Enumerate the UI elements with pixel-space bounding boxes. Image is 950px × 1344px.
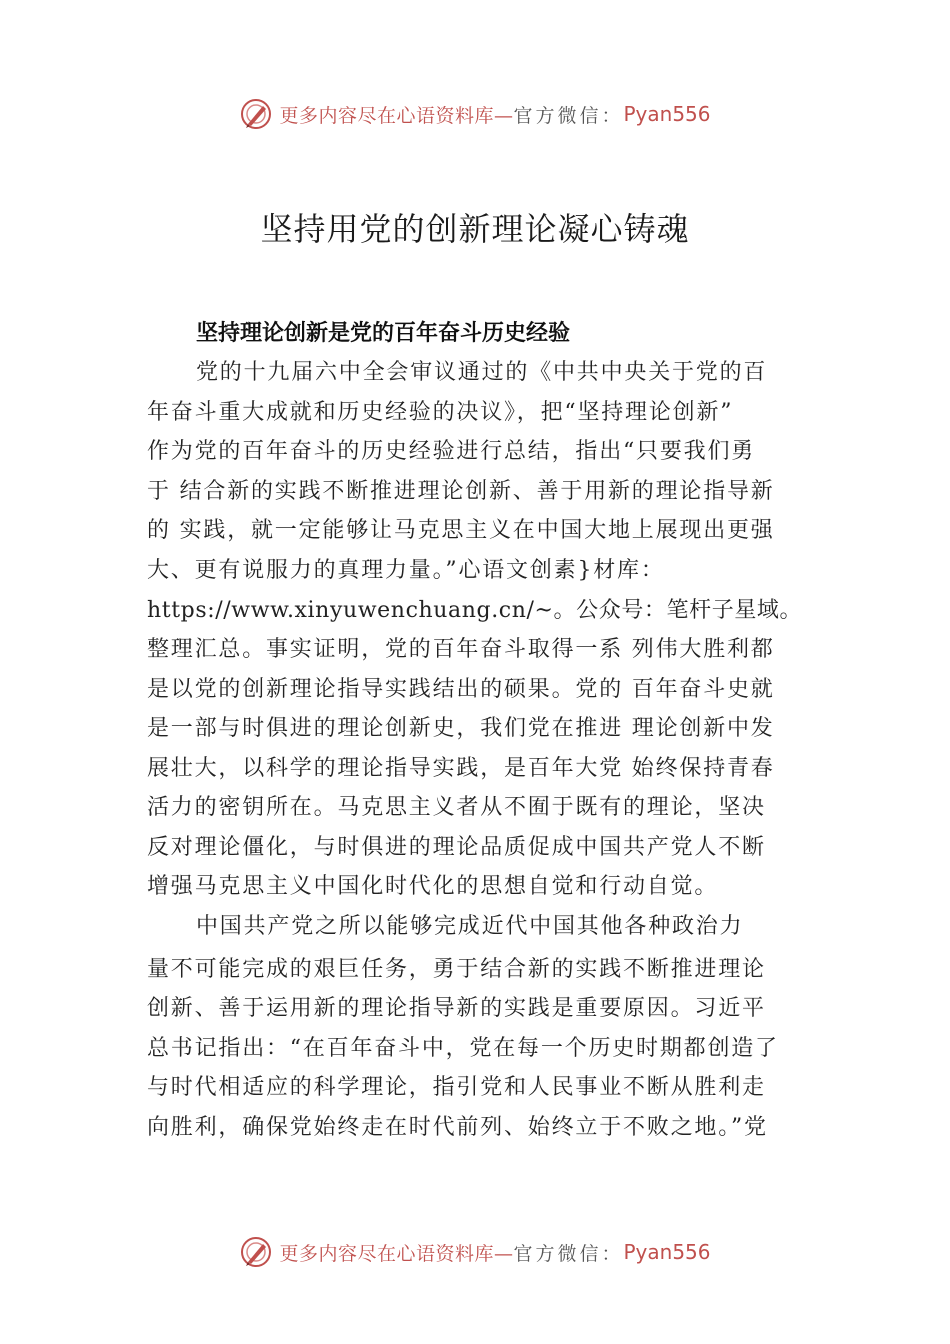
watermark-wechat-label: 官方微信： [513,104,624,127]
body-line: 年奋斗重大成就和历史经验的决议》，把“坚持理论创新” [147,400,734,425]
pen-logo-icon [239,1235,273,1269]
body-line: 量不可能完成的艰巨任务，勇于结合新的实践不断推进理论 [147,957,766,982]
body-line: 展壮大，以科学的理论指导实践，是百年大党 始终保持青春 [147,756,775,781]
body-line: 作为党的百年奋斗的历史经验进行总结，指出“只要我们勇 [147,439,756,464]
watermark-wechat-label: 官方微信： [513,1242,624,1265]
body-line: 整理汇总。事实证明，党的百年奋斗取得一系 列伟大胜利都 [147,637,775,662]
body-line: 大、更有说服力的真理力量。”心语文创素}材库： [147,558,665,583]
document-title: 坚持用党的创新理论凝心铸魂 [260,210,690,248]
watermark-banner-bottom [0,1232,950,1272]
body-line: 中国共产党之所以能够完成近代中国其他各种政治力 [196,914,744,939]
body-line: 与时代相适应的科学理论，指引党和人民事业不断从胜利走 [147,1075,766,1100]
watermark-wechat-id: Pyan556 [623,102,711,126]
section-heading: 坚持理论创新是党的百年奋斗历史经验 [196,321,571,346]
watermark-banner-top [0,94,950,134]
body-line: 向胜利，确保党始终走在时代前列、始终立于不败之地。”党 [147,1115,768,1140]
body-line: 的 实践，就一定能够让马克思主义在中国大地上展现出更强 [147,518,775,543]
body-line: 是以党的创新理论指导实践结出的硕果。党的 百年奋斗史就 [147,677,775,702]
body-line: 总书记指出：“在百年奋斗中，党在每一个历史时期都创造了 [147,1036,779,1061]
watermark-wechat-id: Pyan556 [623,1240,711,1264]
body-line-url: https://www.xinyuwenchuang.cn/~。公众号：笔杆子星域。 [147,598,803,623]
body-line: 创新、善于运用新的理论指导新的实践是重要原因。习近平 [147,996,766,1021]
pen-logo-icon [239,97,273,131]
watermark-text: 更多内容尽在心语资料库— [279,1242,514,1265]
watermark-text: 更多内容尽在心语资料库— [279,104,514,127]
body-line: 反对理论僵化，与时俱进的理论品质促成中国共产党人不断 [147,835,766,860]
body-line: 活力的密钥所在。马克思主义者从不囿于既有的理论，坚决 [147,795,766,820]
body-line: 增强马克思主义中国化时代化的思想自觉和行动自觉。 [147,874,719,899]
body-line: 是一部与时俱进的理论创新史，我们党在推进 理论创新中发 [147,716,775,741]
body-line: 于 结合新的实践不断推进理论创新、善于用新的理论指导新 [147,479,775,504]
body-line: 党的十九届六中全会审议通过的《中共中央关于党的百 [196,360,768,385]
